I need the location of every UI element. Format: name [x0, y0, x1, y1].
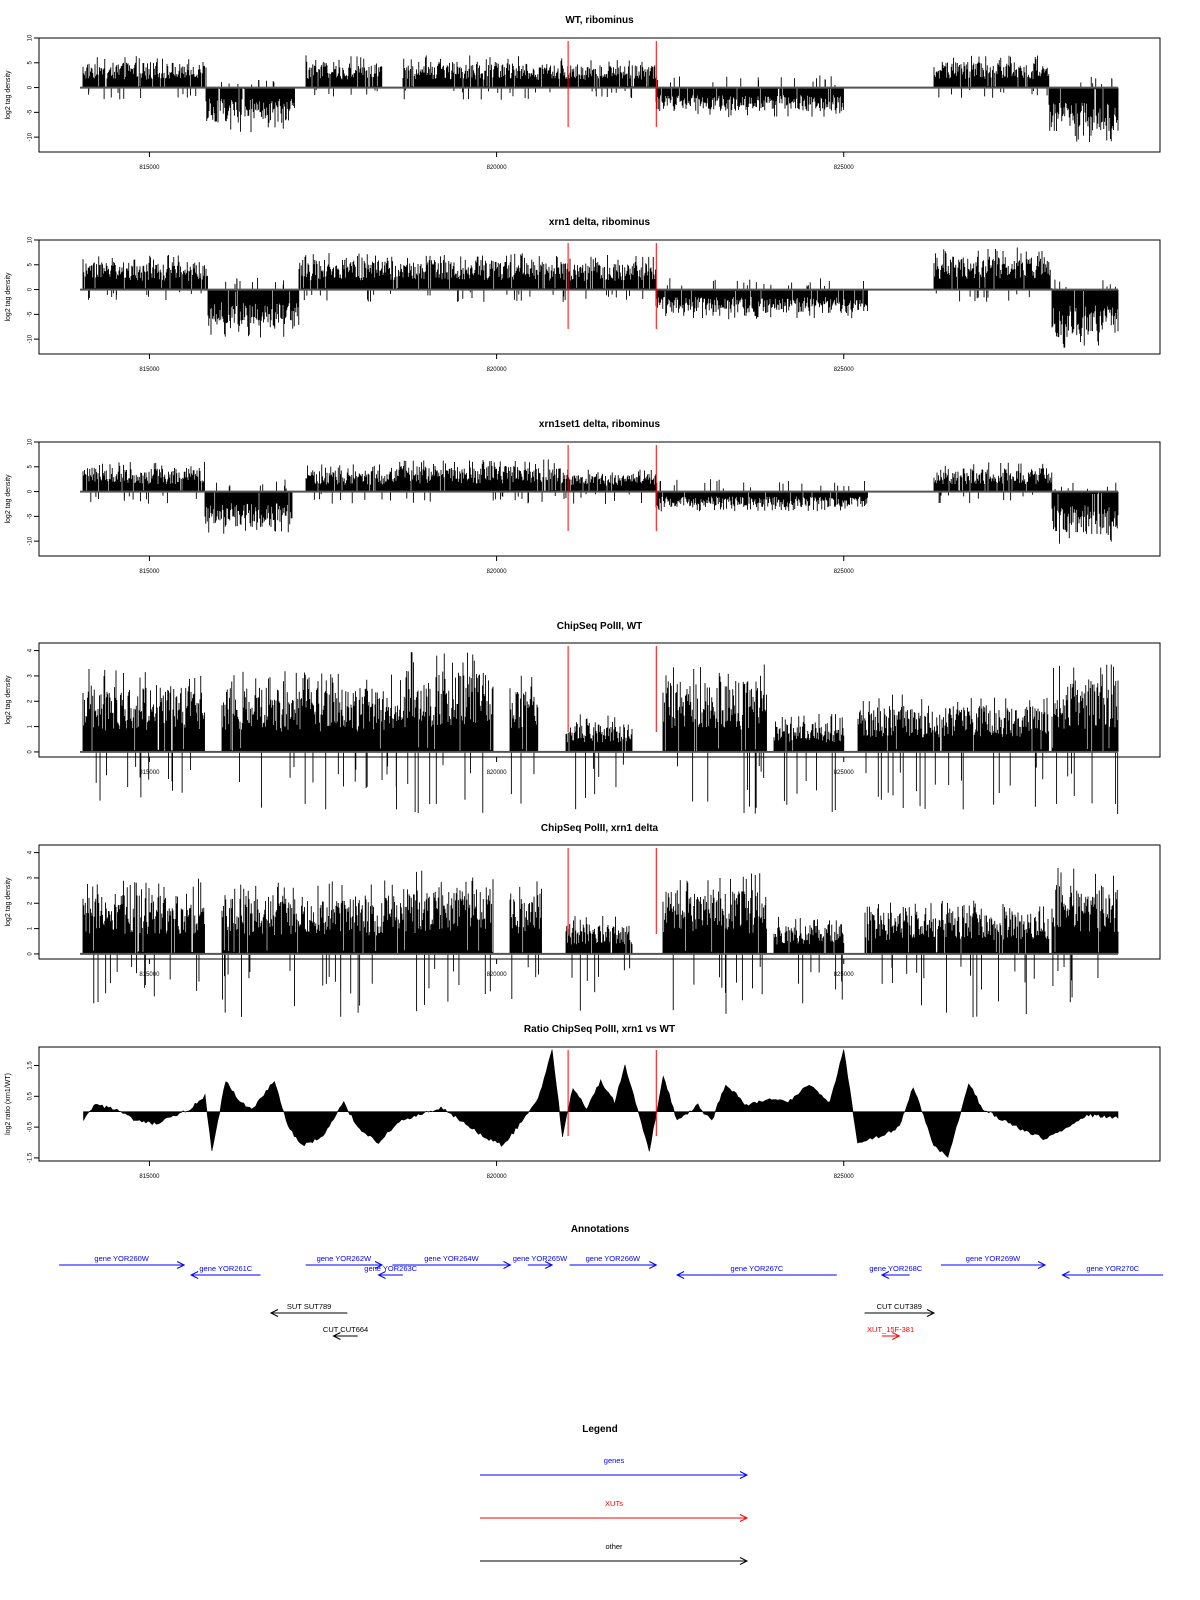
chart-panel-1 — [5, 15, 1160, 171]
annotation-feature — [271, 1302, 347, 1317]
y-tick-label: 3 — [27, 674, 34, 678]
chart-panel-3 — [5, 419, 1160, 575]
y-tick-label: 2 — [27, 901, 34, 905]
y-tick-label: 0.5 — [27, 1092, 34, 1101]
y-tick-label: 0 — [27, 85, 34, 90]
x-tick-label: 815000 — [139, 770, 160, 776]
x-tick-label: 815000 — [139, 569, 160, 575]
y-tick-label: -10 — [27, 334, 34, 344]
y-tick-label: 1 — [27, 724, 34, 729]
x-tick-label: 820000 — [486, 770, 507, 776]
x-tick-label: 815000 — [139, 972, 160, 978]
y-tick-label: 0 — [27, 952, 34, 956]
chart-panel-6 — [5, 1024, 1160, 1180]
annotation-feature — [941, 1254, 1045, 1269]
annotation-feature — [869, 1264, 922, 1279]
annotation-feature — [323, 1325, 368, 1340]
chart-panel-5 — [5, 823, 1160, 1017]
chart-title: xrn1 delta, ribominus — [548, 217, 651, 228]
y-axis-label: log2 tag density — [5, 675, 12, 725]
y-tick-label: -10 — [27, 132, 34, 142]
annotation-label: gene YOR270C — [1086, 1264, 1140, 1273]
y-tick-label: 3 — [27, 876, 34, 880]
legend-title: Legend — [582, 1424, 618, 1435]
legend-label: XUTs — [605, 1499, 623, 1508]
y-tick-label: -5 — [27, 311, 34, 318]
annotation-label: gene YOR263C — [364, 1264, 418, 1273]
y-tick-label: 5 — [27, 61, 34, 65]
y-tick-label: 10 — [27, 34, 34, 42]
annotation-label: CUT CUT389 — [876, 1302, 922, 1311]
data-bars — [83, 652, 1118, 814]
y-tick-label: 1.5 — [27, 1061, 34, 1070]
y-axis-label: log2 tag density — [5, 474, 12, 524]
x-tick-label: 815000 — [139, 367, 160, 373]
chart-title: xrn1set1 delta, ribominus — [538, 419, 661, 430]
data-bars — [83, 868, 1118, 1017]
x-tick-label: 815000 — [139, 1174, 160, 1180]
x-tick-label: 820000 — [486, 972, 507, 978]
x-tick-label: 820000 — [486, 367, 507, 373]
annotation-label: CUT CUT664 — [322, 1325, 369, 1334]
annotation-label: gene YOR262W — [316, 1254, 372, 1263]
x-tick-label: 825000 — [833, 1174, 854, 1180]
annotation-feature — [867, 1325, 914, 1340]
y-tick-label: 4 — [27, 850, 34, 855]
y-tick-label: 5 — [27, 465, 34, 469]
chart-title: ChipSeq PolII, xrn1 delta — [540, 823, 659, 834]
annotation-feature — [364, 1264, 417, 1279]
annotations-title: Annotations — [570, 1224, 630, 1235]
x-tick-label: 825000 — [833, 569, 854, 575]
annotation-feature — [513, 1254, 568, 1269]
annotation-feature — [569, 1254, 656, 1269]
y-axis-label: log2 tag density — [5, 70, 12, 120]
annotation-feature — [191, 1264, 260, 1279]
y-axis-label: log2 tag density — [5, 272, 12, 322]
legend-label: genes — [603, 1456, 625, 1465]
legend — [480, 1424, 747, 1565]
x-tick-label: 825000 — [833, 367, 854, 373]
annotation-label: gene YOR265W — [512, 1254, 568, 1263]
chart-title: ChipSeq PolII, WT — [556, 621, 643, 632]
x-tick-label: 815000 — [139, 165, 160, 171]
annotations-track — [59, 1224, 1163, 1340]
annotation-label: gene YOR261C — [199, 1264, 253, 1273]
y-tick-label: 2 — [27, 699, 34, 703]
x-tick-label: 825000 — [833, 770, 854, 776]
data-bars — [83, 55, 1118, 142]
chart-title: WT, ribominus — [565, 15, 634, 26]
annotation-label: XUT_15F-381 — [867, 1325, 915, 1334]
ratio-area — [84, 1050, 1119, 1158]
y-axis-label: log2 ratio (xrn1/WT) — [5, 1073, 12, 1135]
annotation-label: gene YOR268C — [869, 1264, 923, 1273]
y-tick-label: 0 — [27, 489, 34, 494]
annotation-feature — [1062, 1264, 1163, 1279]
x-tick-label: 820000 — [486, 165, 507, 171]
annotation-label: gene YOR266W — [585, 1254, 641, 1263]
chart-title: Ratio ChipSeq PolII, xrn1 vs WT — [523, 1024, 676, 1035]
chart-panel-4 — [5, 621, 1160, 814]
y-tick-label: 10 — [27, 236, 34, 244]
annotation-label: SUT SUT789 — [286, 1302, 332, 1311]
y-axis-label: log2 tag density — [5, 877, 12, 927]
annotation-label: gene YOR264W — [424, 1254, 479, 1263]
y-tick-label: -10 — [27, 536, 34, 546]
annotation-feature — [865, 1302, 934, 1317]
x-tick-label: 820000 — [486, 569, 507, 575]
annotation-label: gene YOR260W — [94, 1254, 149, 1263]
x-tick-label: 820000 — [486, 1174, 507, 1180]
y-tick-label: 10 — [27, 438, 34, 446]
y-tick-label: 4 — [27, 648, 34, 653]
annotation-feature — [59, 1254, 184, 1269]
y-tick-label: -1.5 — [27, 1152, 34, 1164]
y-tick-label: -0.5 — [27, 1121, 34, 1133]
annotation-feature — [677, 1264, 837, 1279]
plot-frame — [39, 240, 1160, 354]
y-tick-label: 5 — [27, 263, 34, 267]
x-tick-label: 825000 — [833, 165, 854, 171]
legend-label: other — [605, 1542, 623, 1551]
y-tick-label: -5 — [27, 513, 34, 520]
data-bars — [83, 247, 1118, 347]
y-tick-label: 0 — [27, 287, 34, 292]
x-tick-label: 825000 — [833, 972, 854, 978]
y-tick-label: 0 — [27, 750, 34, 754]
data-bars — [83, 459, 1118, 543]
annotation-label: gene YOR267C — [730, 1264, 784, 1273]
y-tick-label: -5 — [27, 109, 34, 116]
annotation-label: gene YOR269W — [965, 1254, 1021, 1263]
chart-panel-2 — [5, 217, 1160, 373]
y-tick-label: 1 — [27, 926, 34, 931]
